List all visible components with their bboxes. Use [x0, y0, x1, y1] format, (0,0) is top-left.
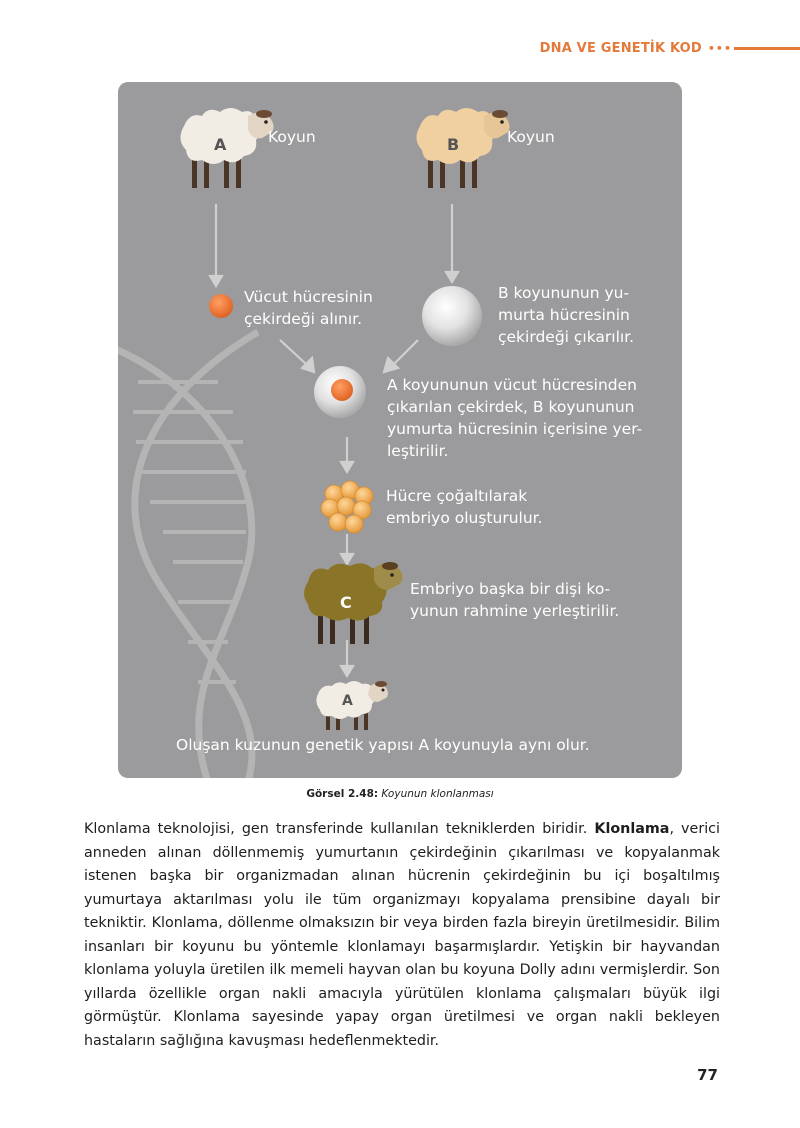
- embryo-icon: [321, 481, 373, 533]
- body-term: Klonlama: [594, 821, 670, 837]
- cell-nucleus-icon: [209, 294, 233, 318]
- header-rule: [734, 47, 800, 50]
- sheep-a-label: Koyun: [268, 128, 316, 146]
- caption-text: Koyunun klonlanması: [381, 788, 494, 800]
- sheep-b-icon: [416, 108, 509, 188]
- body-paragraph: [84, 818, 720, 1053]
- sheep-a-letter: A: [214, 135, 227, 154]
- sheep-b-letter: B: [447, 135, 460, 154]
- sheep-c-icon: [304, 562, 403, 644]
- egg-with-nucleus-icon: [314, 366, 366, 418]
- cloning-figure: [118, 82, 682, 778]
- sheep-a-icon: [180, 108, 273, 188]
- page-number: 77: [697, 1066, 718, 1084]
- chapter-title: DNA VE GENETİK KOD: [539, 40, 702, 56]
- step-nucleus-taken: Vücut hücresinin çekirdeği alınır.: [244, 288, 373, 328]
- step-surrogate: Embriyo başka bir dişi ko- yunun rahmine yerleştirilir.: [410, 580, 620, 620]
- chapter-header: [540, 40, 800, 56]
- header-dots: •••: [707, 41, 732, 55]
- body-part2: , verici anneden alınan döllenmemiş yumurtanın çekirdeğinin çıkarılması ve kopyalanmak istenen başka bir organizmadan alınan hücrenin çekirdeğinin bu içi boşaltılmış yumurtaya aktarılması yolu ile tüm organizmayı kopyalama prensibine dayalı bir tekniktir. Klonlama, döllenme olmaksızın bir veya birden fazla bireyin üretilmesidir. Bilim insanları bir koyunu bu yöntemle klonlamayı başarmışlardır. Yetişkin bir hayvandan klonlama yoluyla üretilen ilk memeli hayvan olan bu koyuna Dolly adını vermişlerdir. Son yıllarda özellikle organ nakli amacıyla yürütülen klonlama çalışmaları büyük ilgi görmüştür. Klonlama sayesinde yapay organ üretilmesi ve organ nakli bekleyen hastaların sağlığına kavuşması hedeflenmektedir.: [84, 821, 720, 1049]
- sheep-c-letter: C: [340, 593, 352, 612]
- caption-label: Görsel 2.48:: [306, 788, 379, 800]
- sheep-b-label: Koyun: [507, 128, 555, 146]
- result-text: Oluşan kuzunun genetik yapısı A koyunuyla aynı olur.: [176, 736, 590, 754]
- body-part1: Klonlama teknolojisi, gen transferinde kullanılan tekniklerden biridir.: [84, 821, 595, 837]
- dna-helix-icon: [118, 332, 258, 778]
- egg-cell-icon: [422, 286, 482, 346]
- step-embryo: Hücre çoğaltılarak embriyo oluşturulur.: [386, 487, 543, 527]
- lamb-a-letter: A: [342, 693, 353, 709]
- figure-caption: [0, 788, 800, 800]
- step-nucleus-inserted: A koyununun vücut hücresinden çıkarılan çekirdek, B koyununun yumurta hücresinin içerisine yer- leştirilir.: [387, 376, 643, 460]
- step-egg-nucleus-removed: B koyununun yu- murta hücresinin çekirdeği çıkarılır.: [498, 284, 635, 346]
